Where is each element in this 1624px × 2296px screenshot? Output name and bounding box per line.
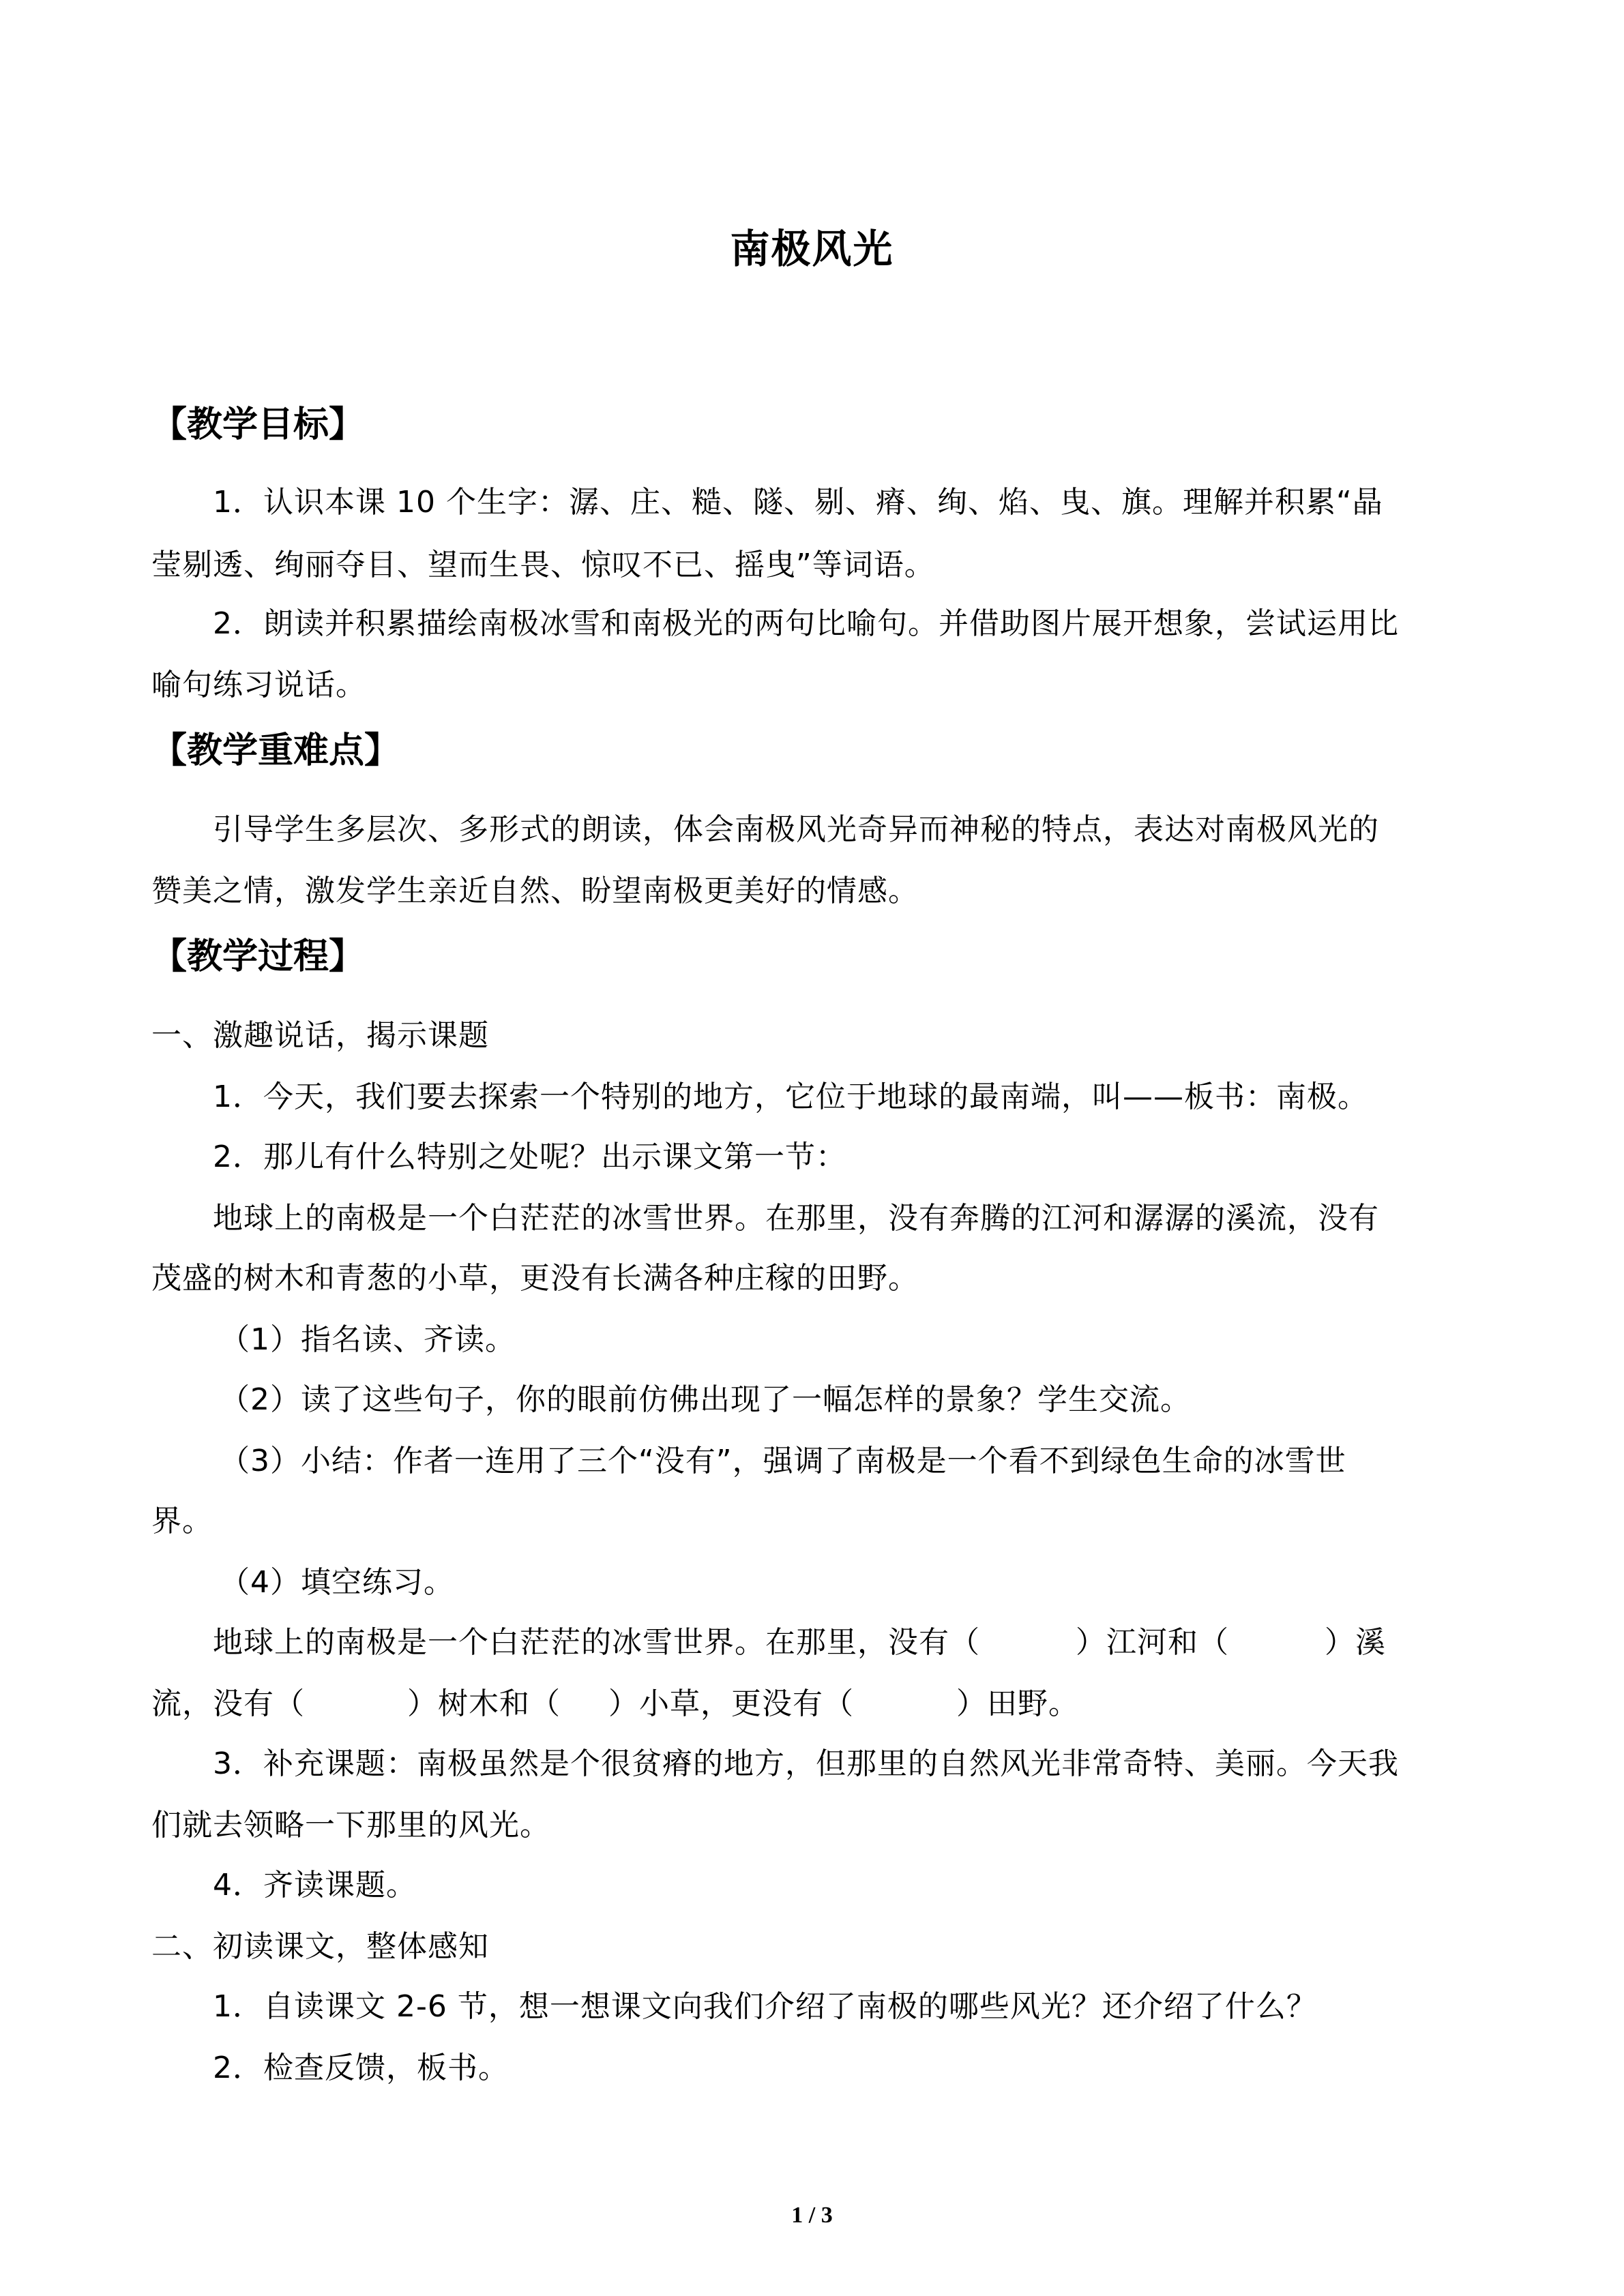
fill-in-text: 地球上的南极是一个白茫茫的冰雪世界。在那里，没有（ bbox=[213, 1625, 980, 1660]
heading-teaching-goals: 【教学目标】 bbox=[151, 404, 365, 445]
sub-step-4: （4）填空练习。 bbox=[220, 1565, 454, 1600]
page-number: 1 / 3 bbox=[791, 2203, 833, 2228]
part-2-title: 二、初读课文，整体感知 bbox=[151, 1929, 489, 1964]
quote-line-2: 茂盛的树木和青葱的小草，更没有长满各种庄稼的田野。 bbox=[151, 1261, 919, 1296]
key-points-line-1: 引导学生多层次、多形式的朗读，体会南极风光奇异而神秘的特点，表达对南极风光的 bbox=[213, 812, 1379, 847]
fill-in-text: ）溪 bbox=[1325, 1625, 1386, 1660]
part-1-step-1: 1．今天，我们要去探索一个特别的地方，它位于地球的最南端，叫——板书：南极。 bbox=[213, 1079, 1368, 1114]
part-2-step-2: 2．检查反馈，板书。 bbox=[213, 2051, 509, 2085]
key-points-line-2: 赞美之情，激发学生亲近自然、盼望南极更美好的情感。 bbox=[151, 874, 919, 908]
sub-step-3-line-2: 界。 bbox=[151, 1504, 213, 1538]
fill-in-text: ）江河和（ bbox=[1076, 1625, 1229, 1660]
part-2-step-1: 1．自读课文 2-6 节，想一想课文向我们介绍了南极的哪些风光？还介绍了什么？ bbox=[213, 1989, 1317, 2024]
fill-in-line-2 bbox=[151, 1679, 1079, 1723]
part-1-title: 一、激趣说话，揭示课题 bbox=[151, 1018, 489, 1053]
quote-line-1: 地球上的南极是一个白茫茫的冰雪世界。在那里，没有奔腾的江河和潺潺的溪流，没有 bbox=[213, 1201, 1379, 1236]
goal-item-2-line-1: 2．朗读并积累描绘南极冰雪和南极光的两句比喻句。并借助图片展开想象，尝试运用比 bbox=[213, 606, 1399, 641]
heading-teaching-process: 【教学过程】 bbox=[151, 936, 365, 977]
part-1-step-3-line-2: 们就去领略一下那里的风光。 bbox=[151, 1808, 550, 1843]
sub-step-3-line-1: （3）小结：作者一连用了三个“没有”，强调了南极是一个看不到绿色生命的冰雪世 bbox=[220, 1444, 1346, 1478]
heading-key-points: 【教学重难点】 bbox=[151, 730, 400, 771]
goal-item-2-line-2: 喻句练习说话。 bbox=[151, 668, 366, 702]
part-1-step-2: 2．那儿有什么特别之处呢？出示课文第一节： bbox=[213, 1139, 846, 1174]
fill-in-text: ）树木和（ bbox=[407, 1686, 561, 1721]
sub-step-1: （1）指名读、齐读。 bbox=[220, 1322, 516, 1357]
sub-step-2: （2）读了这些句子，你的眼前仿佛出现了一幅怎样的景象？学生交流。 bbox=[220, 1382, 1191, 1417]
document-title: 南极风光 bbox=[730, 226, 894, 272]
fill-in-line-1 bbox=[213, 1617, 1386, 1661]
fill-in-text: ）小草，更没有（ bbox=[608, 1686, 854, 1721]
fill-in-text: ）田野。 bbox=[956, 1686, 1079, 1721]
part-1-step-4: 4．齐读课题。 bbox=[213, 1868, 417, 1903]
goal-item-1-line-2: 莹剔透、绚丽夺目、望而生畏、惊叹不已、摇曳”等词语。 bbox=[151, 548, 935, 582]
fill-in-text: 流，没有（ bbox=[151, 1686, 305, 1721]
goal-item-1-line-1: 1．认识本课 10 个生字：潺、庄、糙、隧、剔、瘠、绚、焰、曳、旗。理解并积累“晶 bbox=[213, 485, 1383, 520]
part-1-step-3-line-1: 3．补充课题：南极虽然是个很贫瘠的地方，但那里的自然风光非常奇特、美丽。今天我 bbox=[213, 1746, 1399, 1781]
